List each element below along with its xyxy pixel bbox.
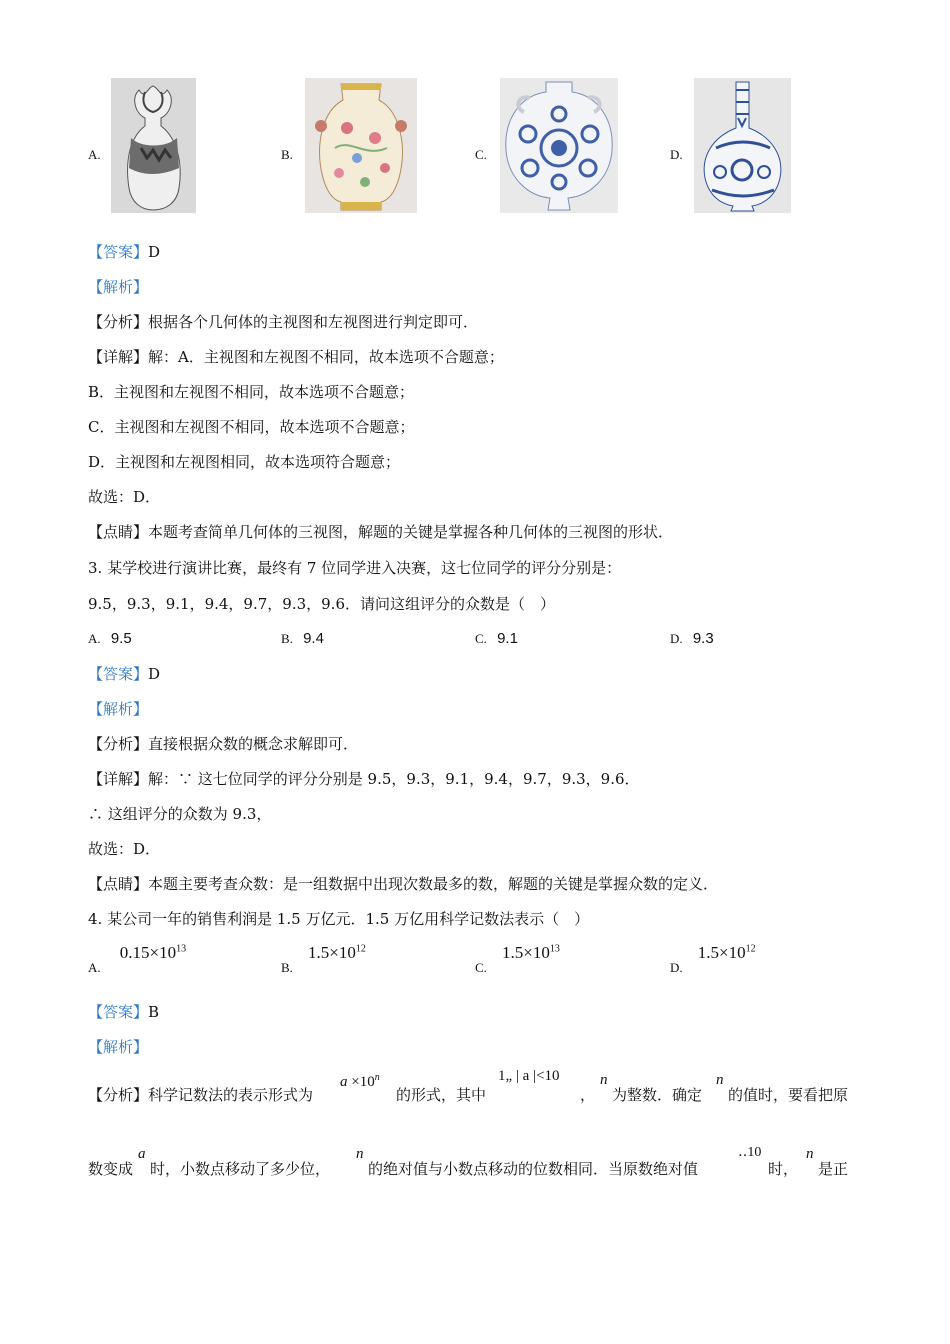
comment-text: 本题考查简单几何体的三视图，解题的关键是掌握各种几何体的三视图的形状． <box>148 523 674 541</box>
q3-comment <box>88 873 718 894</box>
q3-choose: 故选：D． <box>88 840 161 858</box>
fenxi-tag: 【分析】 <box>88 313 149 331</box>
vase-image-b <box>305 78 417 213</box>
detail-tag: 【详解】 <box>88 770 149 788</box>
fenxi-tag: 【分析】 <box>88 1086 149 1104</box>
fenxi-text: 直接根据众数的概念求解即可． <box>148 735 359 753</box>
q2-choose: 故选：D． <box>88 488 161 506</box>
q2-detail <box>88 346 504 367</box>
q4-option-a: $_{A.}$ $0.15\times 10^{13}$ <box>88 943 187 975</box>
option-d-label: D. <box>670 147 683 162</box>
answer-value: D <box>148 243 161 261</box>
q3-option-c: C. 9.1 <box>475 630 518 647</box>
q4-fenxi-line1: 【分析】 科学记数法的表示形式为 $a \times 10^n$ 的形式，其中 1„ | a |<10 ， n 为整数．确定 n 的值时，要看把原 <box>88 1068 849 1104</box>
math-range: 1„ | a |<10 <box>498 1068 560 1084</box>
detail-text: 解：∵ 这七位同学的评分分别是 9.5，9.3，9.1，9.4，9.7，9.3，9.6． <box>148 770 640 788</box>
q3-option-b: B. 9.4 <box>281 630 324 647</box>
detail-tag: 【详解】 <box>88 348 149 366</box>
q2-analysis-tag: 【解析】 <box>88 278 149 296</box>
vase-image-d <box>694 78 791 213</box>
option-a-label: A. <box>88 147 101 162</box>
math-a-times-10-n: $a \times 10^n$ <box>340 1072 380 1090</box>
q4-option-d: $_{D.}$ $1.5\times 10^{12}$ <box>670 943 756 975</box>
q2-comment <box>88 521 673 542</box>
q4-option-b: $_{B.}$ $1.5\times 10^{12}$ <box>281 943 366 975</box>
q2-line-d: D．主视图和左视图相同，故本选项符合题意； <box>88 453 401 471</box>
detail-text: 解：A．主视图和左视图不相同，故本选项不合题意； <box>148 348 504 366</box>
answer-tag: 【答案】 <box>88 243 149 261</box>
q3-stem-line1: 3. 某学校进行演讲比赛，最终有 7 位同学进入决赛，这七位同学的评分分别是： <box>88 559 622 577</box>
fenxi-text: 根据各个几何体的主视图和左视图进行判定即可． <box>148 313 479 331</box>
q2-line-c: C．主视图和左视图不相同，故本选项不合题意； <box>88 418 415 436</box>
q3-analysis-tag: 【解析】 <box>88 700 149 718</box>
fenxi-tag: 【分析】 <box>88 735 149 753</box>
option-c-label: C. <box>475 147 487 162</box>
option-b-label: B. <box>281 147 293 162</box>
q3-option-d: D. 9.3 <box>670 630 714 647</box>
comment-text: 本题主要考查众数：是一组数据中出现次数最多的数，解题的关键是掌握众数的定义． <box>148 875 719 893</box>
vase-image-a <box>111 78 196 213</box>
q3-stem-line2: 9.5，9.3，9.1，9.4，9.7，9.3，9.6．请问这组评分的众数是（ ） <box>88 595 555 613</box>
answer-value: B <box>148 1003 160 1021</box>
q3-therefore: ∴ 这组评分的众数为 9.3， <box>88 805 272 823</box>
vase-image-c <box>500 78 618 213</box>
q4-stem: 4. 某公司一年的销售利润是 1.5 万亿元．1.5 万亿用科学记数法表示（ ） <box>88 910 590 928</box>
answer-tag: 【答案】 <box>88 1003 149 1021</box>
answer-value: D <box>148 665 161 683</box>
comment-tag: 【点睛】 <box>88 875 149 893</box>
q3-detail <box>88 768 640 789</box>
q4-option-c: $_{C.}$ $1.5\times 10^{13}$ <box>475 943 560 975</box>
q4-analysis-tag: 【解析】 <box>88 1038 149 1056</box>
q4-fenxi-line2: 数变成 a 时，小数点移动了多少位， n 的绝对值与小数点移动的位数相同．当原数绝对值 ‥10 时， n 是正 <box>88 1145 849 1178</box>
q3-answer <box>88 663 160 684</box>
q4-answer <box>88 1001 159 1022</box>
answer-tag: 【答案】 <box>88 665 149 683</box>
q2-fenxi <box>88 311 478 332</box>
q2-line-b: B．主视图和左视图不相同，故本选项不合题意； <box>88 383 415 401</box>
q3-fenxi <box>88 733 358 754</box>
q3-option-a: A. 9.5 <box>88 630 132 647</box>
q2-answer <box>88 241 160 262</box>
comment-tag: 【点睛】 <box>88 523 149 541</box>
